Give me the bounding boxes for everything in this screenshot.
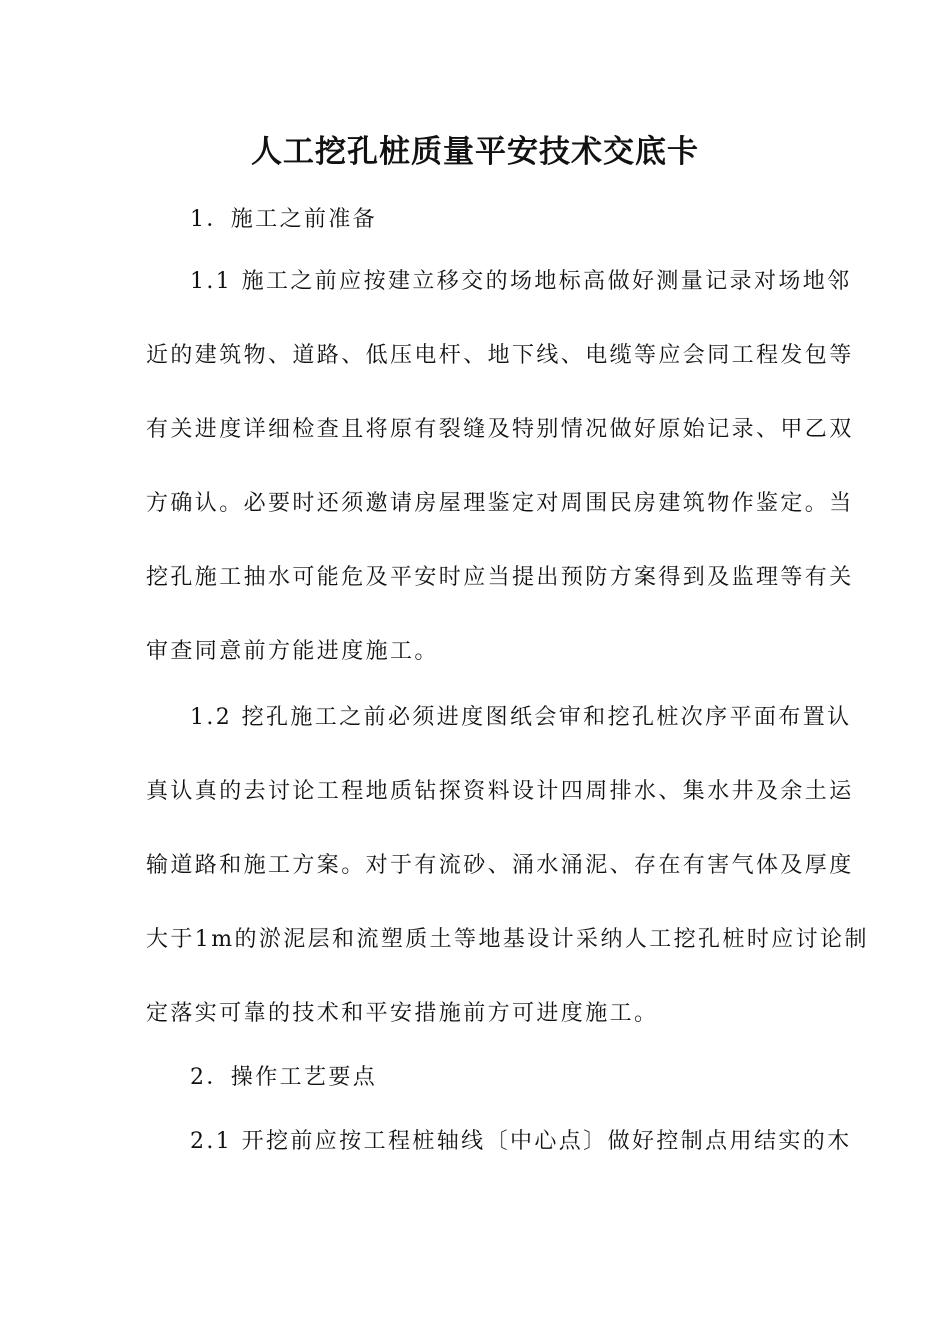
paragraph-line: 1.1 施工之前应按建立移交的场地标高做好测量记录对场地邻	[190, 269, 852, 294]
paragraph-line: 输道路和施工方案。对于有流砂、涌水涌泥、存在有害气体及厚度	[146, 853, 854, 878]
paragraph-line: 有关进度详细检查且将原有裂缝及特别情况做好原始记录、甲乙双	[146, 417, 854, 442]
paragraph-line: 审查同意前方能进度施工。	[146, 639, 439, 664]
section-heading-2: 2．操作工艺要点	[190, 1065, 378, 1090]
paragraph-line: 1.2 挖孔施工之前必须进度图纸会审和挖孔桩次序平面布置认	[190, 705, 852, 730]
paragraph-line: 真认真的去讨论工程地质钻探资料设计四周排水、集水井及余土运	[146, 779, 854, 804]
paragraph-line: 近的建筑物、道路、低压电杆、地下线、电缆等应会同工程发包等	[146, 343, 854, 368]
paragraph-line: 挖孔施工抽水可能危及平安时应当提出预防方案得到及监理等有关	[146, 565, 854, 590]
paragraph-line: 定落实可靠的技术和平安措施前方可进度施工。	[146, 1001, 659, 1026]
paragraph-line: 大于1m的淤泥层和流塑质土等地基设计采纳人工挖孔桩时应讨论制	[146, 927, 869, 952]
section-heading-1: 1．施工之前准备	[190, 207, 378, 232]
document-title: 人工挖孔桩质量平安技术交底卡	[251, 134, 699, 170]
paragraph-line: 2.1 开挖前应按工程桩轴线〔中心点〕做好控制点用结实的木	[190, 1129, 852, 1154]
paragraph-line: 方确认。必要时还须邀请房屋理鉴定对周围民房建筑物作鉴定。当	[146, 491, 854, 516]
